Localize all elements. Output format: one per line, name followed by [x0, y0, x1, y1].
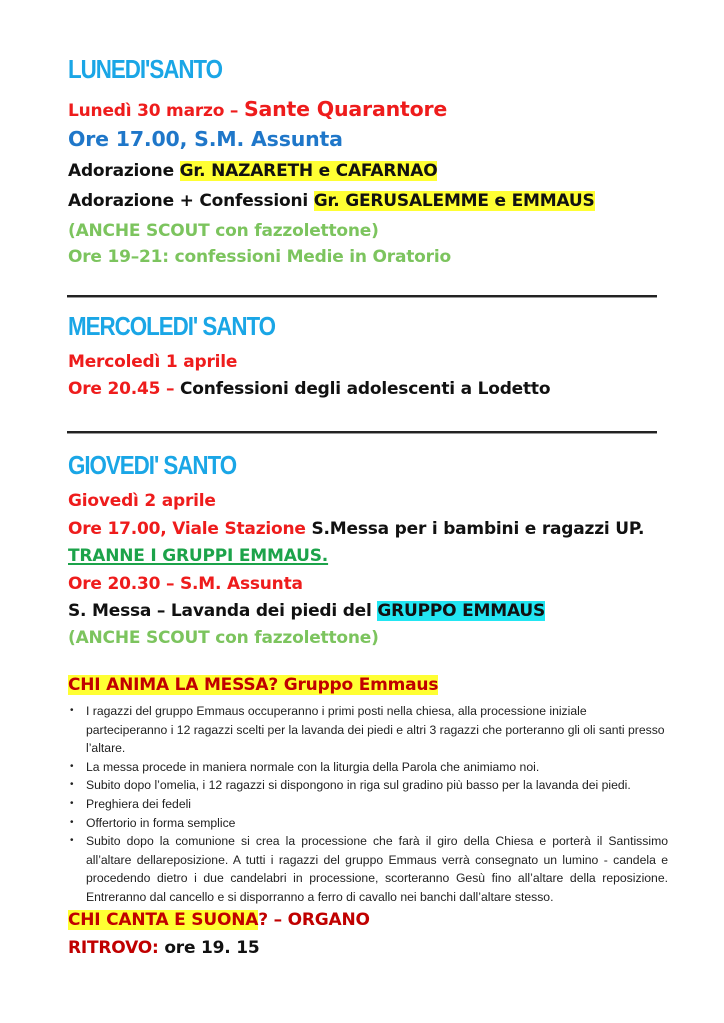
monday-line1-prefix: Adorazione	[68, 161, 180, 181]
monday-date-line	[68, 97, 447, 121]
divider	[67, 431, 657, 434]
wednesday-date: Mercoledì 1 aprile	[68, 352, 238, 372]
divider	[67, 295, 657, 298]
thursday-evening-time: Ore 20.30 – S.M. Assunta	[68, 574, 303, 594]
monday-line1-highlight: Gr. NAZARETH e CAFARNAO	[179, 161, 438, 181]
thursday-afternoon-line	[68, 519, 644, 539]
monday-title: LUNEDI'SANTO	[68, 54, 223, 84]
thursday-evening-prefix: S. Messa – Lavanda dei piedi del	[68, 601, 378, 621]
meeting-label: RITROVO:	[68, 938, 165, 958]
animation-heading	[68, 675, 438, 695]
wednesday-time: Ore 20.45 –	[68, 379, 180, 399]
list-item: • La messa procede in maniera normale con la liturgia della Parola che animiamo noi.	[68, 758, 668, 777]
meeting-time: ore 19. 15	[164, 938, 260, 958]
music-heading	[68, 910, 370, 930]
thursday-title: GIOVEDI' SANTO	[68, 450, 237, 480]
meeting-line	[68, 938, 260, 958]
list-item: • Preghiera dei fedeli	[68, 795, 668, 814]
monday-line-1	[68, 161, 437, 181]
monday-line-2	[68, 191, 595, 211]
monday-line2-prefix: Adorazione + Confessioni	[68, 191, 314, 211]
thursday-event: S.Messa per i bambini e ragazzi UP.	[311, 519, 645, 539]
animation-heading-text: CHI ANIMA LA MESSA? Gruppo Emmaus	[68, 675, 439, 695]
thursday-evening-highlight: GRUPPO EMMAUS	[377, 601, 546, 621]
monday-time-place: Ore 17.00, S.M. Assunta	[68, 127, 343, 151]
list-item: • Offertorio in forma semplice	[68, 814, 668, 833]
monday-confessions: Ore 19–21: confessioni Medie in Oratorio	[68, 247, 451, 267]
thursday-exception: TRANNE I GRUPPI EMMAUS.	[68, 546, 329, 566]
list-item: • I ragazzi del gruppo Emmaus occuperanno i primi posti nella chiesa, alla processione iniziale parteciperanno i 12 ragazzi scelti per la lavanda dei piedi e altri 3 ragazzi che porteranno gli oli santi presso l’altare.	[68, 702, 668, 758]
thursday-evening-line	[68, 601, 545, 621]
list-item: • Subito dopo la comunione si crea la processione che farà il giro della Chiesa e porterà il Santissimo all’altare dellareposizione. A tutti i ragazzi del gruppo Emmaus verrà consegnato un lumino - candela e procedendo dietro i due candelabri in processione, scorteranno Gesù fino all’altare della reposizione. Entreranno dal cancello e si disporranno a ferro di cavallo nei banchi dall’altare stesso.	[68, 832, 668, 906]
monday-date: Lunedì 30 marzo –	[68, 101, 244, 121]
monday-event: Sante Quarantore	[243, 97, 448, 121]
thursday-time-place: Ore 17.00, Viale Stazione	[68, 519, 312, 539]
music-heading-highlight: CHI CANTA E SUONA	[68, 910, 259, 930]
thursday-scout-note: (ANCHE SCOUT con fazzolettone)	[68, 628, 379, 648]
wednesday-event: Confessioni degli adolescenti a Lodetto	[180, 379, 551, 399]
thursday-date: Giovedì 2 aprile	[68, 491, 216, 511]
animation-bullet-list	[68, 702, 668, 907]
wednesday-title: MERCOLEDI' SANTO	[68, 311, 276, 341]
list-item: • Subito dopo l’omelia, i 12 ragazzi si dispongono in riga sul gradino più basso per la lavanda dei piedi.	[68, 776, 668, 795]
music-heading-rest: ? – ORGANO	[258, 910, 370, 930]
monday-scout-note: (ANCHE SCOUT con fazzolettone)	[68, 221, 379, 241]
wednesday-event-line	[68, 379, 550, 399]
monday-line2-highlight: Gr. GERUSALEMME e EMMAUS	[313, 191, 595, 211]
